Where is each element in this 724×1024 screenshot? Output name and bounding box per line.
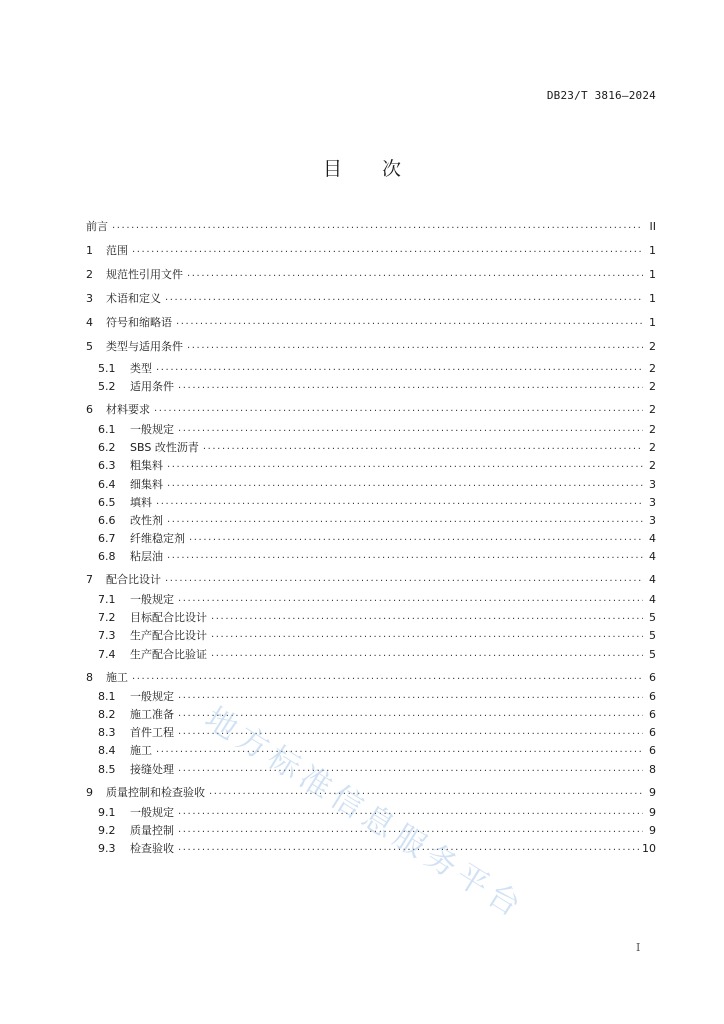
toc-entry-page: 9 — [649, 823, 656, 837]
toc-entry-number: 2 — [86, 267, 93, 281]
toc-entry[interactable] — [86, 511, 656, 529]
toc-entry[interactable] — [86, 456, 656, 474]
toc-entry-number: 9.2 — [98, 823, 116, 837]
toc-entry-page: 1 — [649, 315, 656, 329]
toc-entry-number: 6.1 — [98, 422, 116, 436]
toc-entry-title: 目标配合比设计 — [130, 611, 207, 624]
toc-entry[interactable] — [86, 590, 656, 608]
toc-entry-page: 10 — [642, 841, 656, 855]
toc-entry-number: 6.4 — [98, 477, 116, 491]
toc-leader-dots — [187, 265, 643, 283]
toc-entry-page: 8 — [649, 762, 656, 776]
toc-entry-number: 8 — [86, 670, 93, 684]
toc-entry[interactable] — [86, 668, 656, 686]
toc-entry-title: 检查验收 — [130, 842, 174, 855]
toc-entry-title: 材料要求 — [106, 403, 150, 416]
toc-leader-dots — [167, 475, 643, 493]
toc-entry-number: 6.6 — [98, 513, 116, 527]
toc-leader-dots — [167, 547, 643, 565]
toc-entry[interactable] — [86, 529, 656, 547]
toc-entry-page: 4 — [649, 572, 656, 586]
watermark: 地方标准信息服务平台 — [198, 700, 532, 927]
toc-entry[interactable] — [86, 705, 656, 723]
toc-entry-page: 6 — [649, 689, 656, 703]
toc-entry-number: 8.5 — [98, 762, 116, 776]
toc-entry[interactable] — [86, 687, 656, 705]
toc-entry-page: 6 — [649, 743, 656, 757]
toc-entry-page: 2 — [649, 440, 656, 454]
toc-entry-number: 1 — [86, 243, 93, 257]
toc-entry[interactable] — [86, 337, 656, 355]
toc-entry-number: 8.2 — [98, 707, 116, 721]
toc-entry-title: SBS 改性沥青 — [130, 441, 199, 454]
toc-entry[interactable] — [86, 475, 656, 493]
toc-leader-dots — [132, 241, 643, 259]
toc-entry-title: 生产配合比设计 — [130, 629, 207, 642]
toc-entry[interactable] — [86, 265, 656, 283]
toc-entry-page: II — [649, 219, 656, 233]
toc-entry-title: 适用条件 — [130, 380, 174, 393]
toc-leader-dots — [154, 400, 643, 418]
toc-entry-page: 2 — [649, 458, 656, 472]
document-code: DB23/T 3816—2024 — [546, 89, 656, 102]
toc-leader-dots — [178, 687, 643, 705]
toc-entry-page: 4 — [649, 531, 656, 545]
toc-leader-dots — [189, 529, 643, 547]
toc-entry-title: 施工 — [130, 744, 152, 757]
toc-leader-dots — [167, 511, 643, 529]
toc-entry-title: 细集料 — [130, 478, 163, 491]
toc-entry-title: 首件工程 — [130, 726, 174, 739]
page-number: I — [636, 941, 641, 954]
toc-entry-page: 3 — [649, 477, 656, 491]
toc-entry[interactable] — [86, 547, 656, 565]
toc-entry-number: 5.2 — [98, 379, 116, 393]
toc-entry[interactable] — [86, 723, 656, 741]
toc-entry[interactable] — [86, 608, 656, 626]
toc-entry[interactable] — [86, 493, 656, 511]
toc-leader-dots — [167, 456, 643, 474]
toc-entry[interactable] — [86, 359, 656, 377]
toc-entry[interactable] — [86, 313, 656, 331]
toc-leader-dots — [176, 313, 643, 331]
toc-entry-number: 9.3 — [98, 841, 116, 855]
toc-entry-title: 一般规定 — [130, 593, 174, 606]
toc-entry-number: 6.2 — [98, 440, 116, 454]
toc-entry-page: 2 — [649, 361, 656, 375]
title-char-right: 次 — [382, 158, 402, 180]
toc-entry-number: 7.4 — [98, 647, 116, 661]
toc-entry-title: 粗集料 — [130, 459, 163, 472]
toc-entry-number: 7.1 — [98, 592, 116, 606]
toc-entry-title: 类型 — [130, 362, 152, 375]
toc-entry-title: 类型与适用条件 — [106, 340, 183, 353]
toc-entry-title: 规范性引用文件 — [106, 268, 183, 281]
toc-entry-page: 2 — [649, 422, 656, 436]
toc-entry-title: 质量控制 — [130, 824, 174, 837]
toc-entry-title: 施工准备 — [130, 708, 174, 721]
toc-entry-title: 一般规定 — [130, 806, 174, 819]
toc-entry-page: 6 — [649, 725, 656, 739]
toc-leader-dots — [187, 337, 643, 355]
toc-entry-page: 1 — [649, 243, 656, 257]
toc-entry[interactable] — [86, 420, 656, 438]
toc-entry-number: 3 — [86, 291, 93, 305]
toc-leader-dots — [209, 783, 643, 801]
title-char-left: 目 — [322, 158, 342, 180]
toc-entry-page: 1 — [649, 267, 656, 281]
toc-entry[interactable] — [86, 570, 656, 588]
toc-leader-dots — [165, 570, 643, 588]
toc-leader-dots — [132, 668, 643, 686]
toc-entry-page: 4 — [649, 592, 656, 606]
toc-entry-number: 4 — [86, 315, 93, 329]
toc-entry-number: 6.7 — [98, 531, 116, 545]
toc-entry-page: 4 — [649, 549, 656, 563]
toc-entry-title: 前言 — [86, 220, 108, 233]
toc-leader-dots — [178, 420, 643, 438]
toc-entry[interactable] — [86, 241, 656, 259]
toc-entry[interactable] — [86, 377, 656, 395]
toc-leader-dots — [156, 493, 643, 511]
toc-entry-title: 粘层油 — [130, 550, 163, 563]
toc-entry-title: 改性剂 — [130, 514, 163, 527]
toc-entry-number: 9.1 — [98, 805, 116, 819]
toc-entry-page: 3 — [649, 513, 656, 527]
toc-entry-number: 5 — [86, 339, 93, 353]
toc-entry-page: 5 — [649, 628, 656, 642]
toc-entry-title: 接缝处理 — [130, 763, 174, 776]
toc-leader-dots — [211, 626, 643, 644]
toc-entry-page: 5 — [649, 647, 656, 661]
page-title — [0, 154, 724, 181]
toc-entry-title: 填料 — [130, 496, 152, 509]
toc-leader-dots — [156, 359, 643, 377]
toc-entry-page: 2 — [649, 379, 656, 393]
toc-entry[interactable] — [86, 626, 656, 644]
toc-entry-page: 1 — [649, 291, 656, 305]
toc-entry-number: 8.1 — [98, 689, 116, 703]
toc-leader-dots — [112, 217, 643, 235]
toc-entry-title: 生产配合比验证 — [130, 648, 207, 661]
toc-entry[interactable] — [86, 438, 656, 456]
toc-entry-title: 施工 — [106, 671, 128, 684]
toc-entry-title: 一般规定 — [130, 690, 174, 703]
toc-leader-dots — [165, 289, 643, 307]
toc-entry-number: 7.3 — [98, 628, 116, 642]
toc-entry-number: 7.2 — [98, 610, 116, 624]
toc-entry-title: 质量控制和检查验收 — [106, 786, 205, 799]
toc-entry-title: 符号和缩略语 — [106, 316, 172, 329]
toc-entry-page: 6 — [649, 707, 656, 721]
toc-entry-page: 3 — [649, 495, 656, 509]
toc-entry-title: 纤维稳定剂 — [130, 532, 185, 545]
toc-entry-page: 6 — [649, 670, 656, 684]
toc-leader-dots — [178, 377, 643, 395]
toc-leader-dots — [203, 438, 643, 456]
toc-entry-title: 范围 — [106, 244, 128, 257]
toc-entry-page: 9 — [649, 785, 656, 799]
toc-entry-number: 7 — [86, 572, 93, 586]
toc-entry[interactable] — [86, 741, 656, 759]
toc-entry[interactable] — [86, 645, 656, 663]
toc-entry-number: 6.8 — [98, 549, 116, 563]
toc-entry-page: 9 — [649, 805, 656, 819]
toc-leader-dots — [178, 590, 643, 608]
toc-entry[interactable] — [86, 760, 656, 778]
toc-entry-number: 6.3 — [98, 458, 116, 472]
toc-entry-number: 6 — [86, 402, 93, 416]
toc-leader-dots — [211, 645, 643, 663]
toc-entry[interactable] — [86, 289, 656, 307]
toc-entry-title: 术语和定义 — [106, 292, 161, 305]
toc-leader-dots — [211, 608, 643, 626]
toc-entry[interactable] — [86, 839, 656, 857]
toc-entry-number: 9 — [86, 785, 93, 799]
toc-entry-page: 2 — [649, 402, 656, 416]
toc-entry-number: 8.4 — [98, 743, 116, 757]
toc-entry[interactable] — [86, 217, 656, 235]
toc-entry-page: 5 — [649, 610, 656, 624]
toc-entry[interactable] — [86, 400, 656, 418]
toc-entry-number: 6.5 — [98, 495, 116, 509]
toc-entry-number: 8.3 — [98, 725, 116, 739]
toc-entry-number: 5.1 — [98, 361, 116, 375]
toc-entry-title: 配合比设计 — [106, 573, 161, 586]
toc-entry-title: 一般规定 — [130, 423, 174, 436]
toc-entry-page: 2 — [649, 339, 656, 353]
